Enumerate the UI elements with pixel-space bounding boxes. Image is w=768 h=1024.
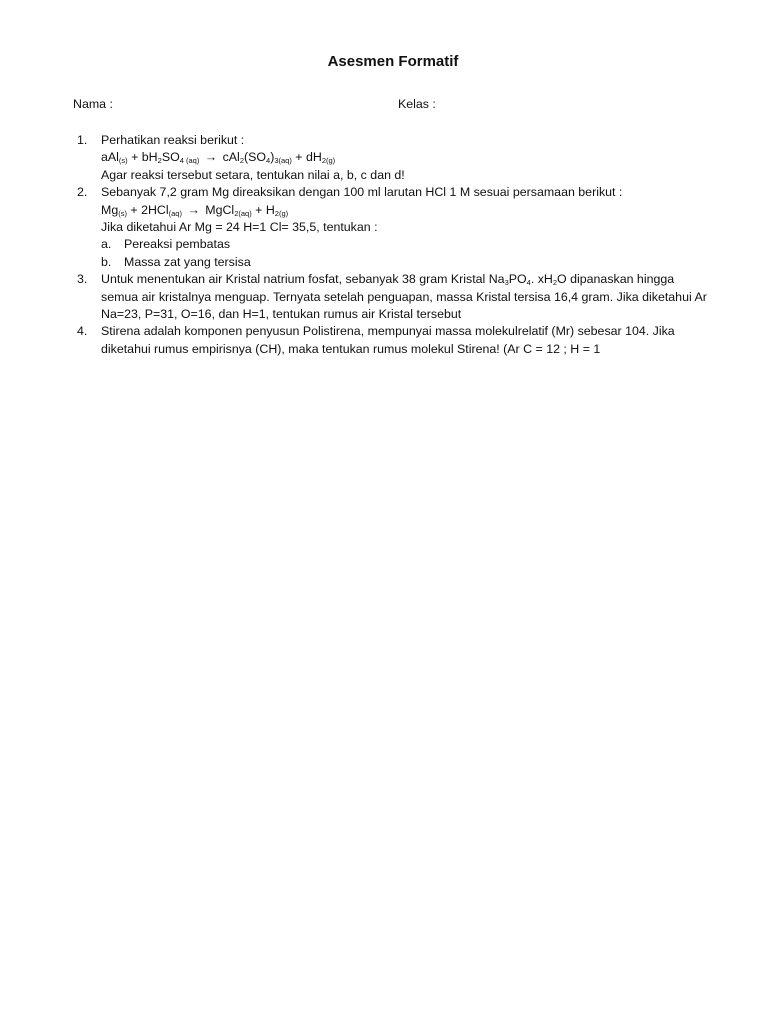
reaction-equation: $Mg_{(s)} + 2HCl_{(aq)}$ → MgCl$_{2(aq)}$ + $H_{2(g)}$	[101, 202, 289, 218]
sub-text: Pereaksi pembatas	[124, 237, 231, 252]
reaction-equation: $aAl_{(s)} + bH_2SO_{4 (aq)} \to cAl_2(SO_4)_{3(aq)} + dH_{2(g)}$	[101, 150, 336, 166]
question-text: Untuk menentukan air Kristal natrium fosfat, sebanyak 38 gram Kristal $Na_3PO_4$. $xH_2O$ dipanaskan hingga semua air kristalnya menguap. Ternyata setelah penguapan, massa Kristal tersisa 16,4 gram. Jika diketahui Ar Na=23, P=31, O=16, dan H=1, tentukan rumus air Kristal tersebut	[101, 272, 707, 322]
question-intro: Perhatikan reaksi berikut :	[101, 133, 245, 147]
sub-text: Massa zat yang tersisa	[124, 254, 251, 269]
question-intro: Sebanyak 7,2 gram Mg direaksikan dengan 100 ml larutan HCl 1 M sesuai persamaan berikut :	[101, 185, 623, 200]
question-list	[0, 132, 768, 358]
question-number: 3.	[77, 272, 88, 287]
question-4	[0, 323, 711, 358]
given-data: Jika diketahui Ar Mg = 24 H=1 Cl= 35,5, tentukan :	[101, 220, 378, 235]
question-instruction: Agar reaksi tersebut setara, tentukan nilai a, b, c dan d!	[101, 167, 405, 182]
nama-label: Nama :	[73, 97, 113, 111]
page-title: Asesmen Formatif	[327, 53, 459, 70]
reaction-arrow: →	[204, 150, 218, 165]
sub-question-a	[101, 236, 711, 253]
sub-question-b	[101, 254, 711, 271]
question-1	[0, 132, 711, 184]
question-text: Stirena adalah komponen penyusun Polistirena, mempunyai massa molekulrelatif (Mr) sebesar 104. Jika diketahui rumus empirisnya (CH), maka tentukan rumus molekul Stirena! (Ar C = 12 ; H = 1	[101, 324, 675, 356]
question-number: 4.	[77, 324, 88, 339]
sub-letter: b.	[101, 254, 112, 269]
sub-letter: a.	[101, 237, 112, 252]
question-number: 2.	[77, 185, 88, 200]
reaction-arrow: →	[187, 202, 200, 217]
question-3	[0, 271, 711, 323]
kelas-label: Kelas :	[398, 97, 436, 111]
question-number: 1.	[77, 133, 88, 147]
question-2	[0, 184, 711, 271]
